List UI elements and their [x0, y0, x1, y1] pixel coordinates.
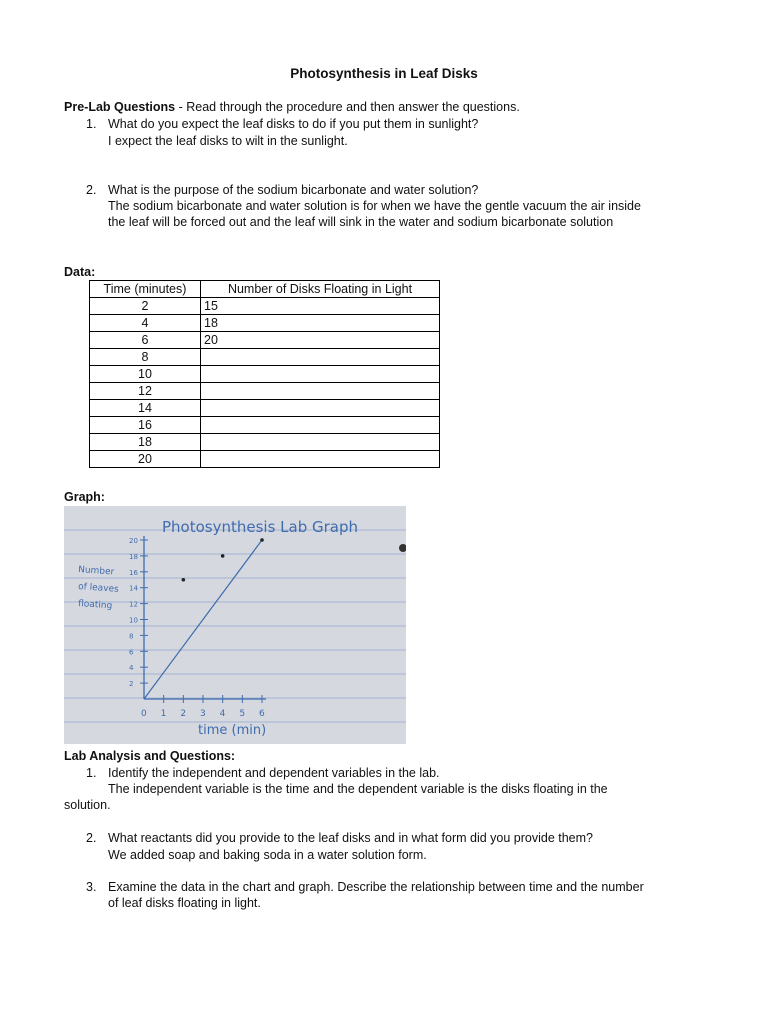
analysis-q2-number: 2. — [86, 831, 97, 845]
y-tick-label: 20 — [129, 537, 138, 545]
analysis-q3-question-cont: of leaf disks floating in light. — [108, 896, 261, 910]
disks-cell: 15 — [201, 298, 440, 315]
y-tick-label: 10 — [129, 616, 138, 625]
table-row — [90, 434, 440, 451]
data-heading: Data: — [64, 265, 96, 279]
column-header-time: Time (minutes) — [90, 281, 201, 298]
time-cell: 12 — [90, 383, 201, 400]
time-cell: 14 — [90, 400, 201, 417]
analysis-q2-answer: We added soap and baking soda in a water solution form. — [108, 848, 427, 862]
prelab-q1-number: 1. — [86, 117, 97, 131]
table-row — [90, 366, 440, 383]
y-tick-label: 16 — [129, 568, 138, 577]
analysis-heading: Lab Analysis and Questions: — [64, 749, 236, 763]
y-axis-label-line: floating — [77, 599, 113, 612]
analysis-q3-number: 3. — [86, 880, 97, 894]
page-hole-dot — [399, 544, 406, 552]
x-tick-label: 0 — [141, 709, 147, 719]
disks-cell — [201, 349, 440, 366]
y-tick-label: 8 — [129, 632, 134, 641]
prelab-q1-question: What do you expect the leaf disks to do if you put them in sunlight? — [108, 117, 479, 131]
x-tick-label: 4 — [219, 709, 226, 719]
analysis-q1-number: 1. — [86, 766, 97, 780]
disks-cell — [201, 366, 440, 383]
prelab-q1-answer: I expect the leaf disks to wilt in the sunlight. — [108, 134, 348, 148]
prelab-intro — [64, 99, 520, 115]
analysis-q1-question: Identify the independent and dependent variables in the lab. — [108, 766, 440, 780]
time-cell: 8 — [90, 349, 201, 366]
graph-x-axis-label: time (min) — [198, 723, 267, 738]
graph-svg — [64, 506, 406, 744]
time-cell: 20 — [90, 451, 201, 468]
data-point — [260, 538, 264, 542]
x-tick-label: 6 — [259, 709, 265, 719]
analysis-q3-question: Examine the data in the chart and graph. Describe the relationship between time and the number — [108, 880, 644, 894]
x-tick-label: 5 — [239, 709, 246, 719]
y-tick-label: 6 — [129, 648, 134, 657]
time-cell: 4 — [90, 315, 201, 332]
prelab-q2-number: 2. — [86, 183, 97, 197]
analysis-q1-answer-line1: The independent variable is the time and the dependent variable is the disks floating in the — [108, 782, 608, 796]
graph-marks — [144, 538, 406, 699]
trend-line — [144, 540, 262, 699]
disks-cell — [201, 383, 440, 400]
data-point — [221, 554, 225, 558]
x-tick-label: 3 — [200, 709, 206, 719]
disks-cell: 20 — [201, 332, 440, 349]
disks-cell — [201, 451, 440, 468]
y-tick-label: 4 — [129, 664, 134, 673]
table-header-row — [90, 281, 440, 298]
disks-cell — [201, 434, 440, 451]
graph-y-axis-label — [78, 565, 120, 611]
time-cell: 10 — [90, 366, 201, 383]
data-point — [182, 578, 186, 582]
prelab-q2-question: What is the purpose of the sodium bicarbonate and water solution? — [108, 183, 479, 197]
table-row — [90, 298, 440, 315]
disks-cell — [201, 417, 440, 434]
analysis-q2-question: What reactants did you provide to the leaf disks and in what form did you provide them? — [108, 831, 593, 845]
time-cell: 2 — [90, 298, 201, 315]
time-cell: 18 — [90, 434, 201, 451]
graph-title: Photosynthesis Lab Graph — [162, 518, 359, 536]
table-row — [90, 451, 440, 468]
graph-heading: Graph: — [64, 490, 105, 504]
prelab-instructions: - Read through the procedure and then answer the questions. — [175, 100, 520, 114]
y-tick-label: 2 — [129, 680, 134, 689]
table-row — [90, 349, 440, 366]
x-tick-label: 2 — [180, 709, 187, 719]
y-tick-label: 12 — [129, 600, 138, 609]
time-cell: 6 — [90, 332, 201, 349]
y-axis-label-line: Number — [77, 565, 115, 578]
y-tick-label: 14 — [129, 584, 138, 593]
prelab-heading: Pre-Lab Questions — [64, 100, 176, 114]
y-tick-label: 18 — [129, 552, 138, 561]
table-row — [90, 315, 440, 332]
disks-cell — [201, 400, 440, 417]
x-tick-label: 1 — [160, 709, 167, 719]
prelab-q2-answer-line1: The sodium bicarbonate and water solution is for when we have the gentle vacuum the air inside — [108, 199, 641, 213]
time-cell: 16 — [90, 417, 201, 434]
table-row — [90, 400, 440, 417]
page-title: Photosynthesis in Leaf Disks — [290, 66, 478, 81]
table-row — [90, 332, 440, 349]
table-row — [90, 383, 440, 400]
notebook-rules — [64, 530, 406, 722]
analysis-q1-answer-line2: solution. — [64, 798, 111, 812]
table-row — [90, 417, 440, 434]
prelab-q2-answer-line2: the leaf will be forced out and the leaf will sink in the water and sodium bicarbonate solution — [108, 215, 614, 229]
data-table — [89, 280, 440, 468]
disks-cell: 18 — [201, 315, 440, 332]
y-axis-label-line: of leaves — [77, 582, 120, 595]
hand-drawn-graph-photo — [64, 506, 406, 744]
column-header-disks: Number of Disks Floating in Light — [201, 281, 440, 298]
